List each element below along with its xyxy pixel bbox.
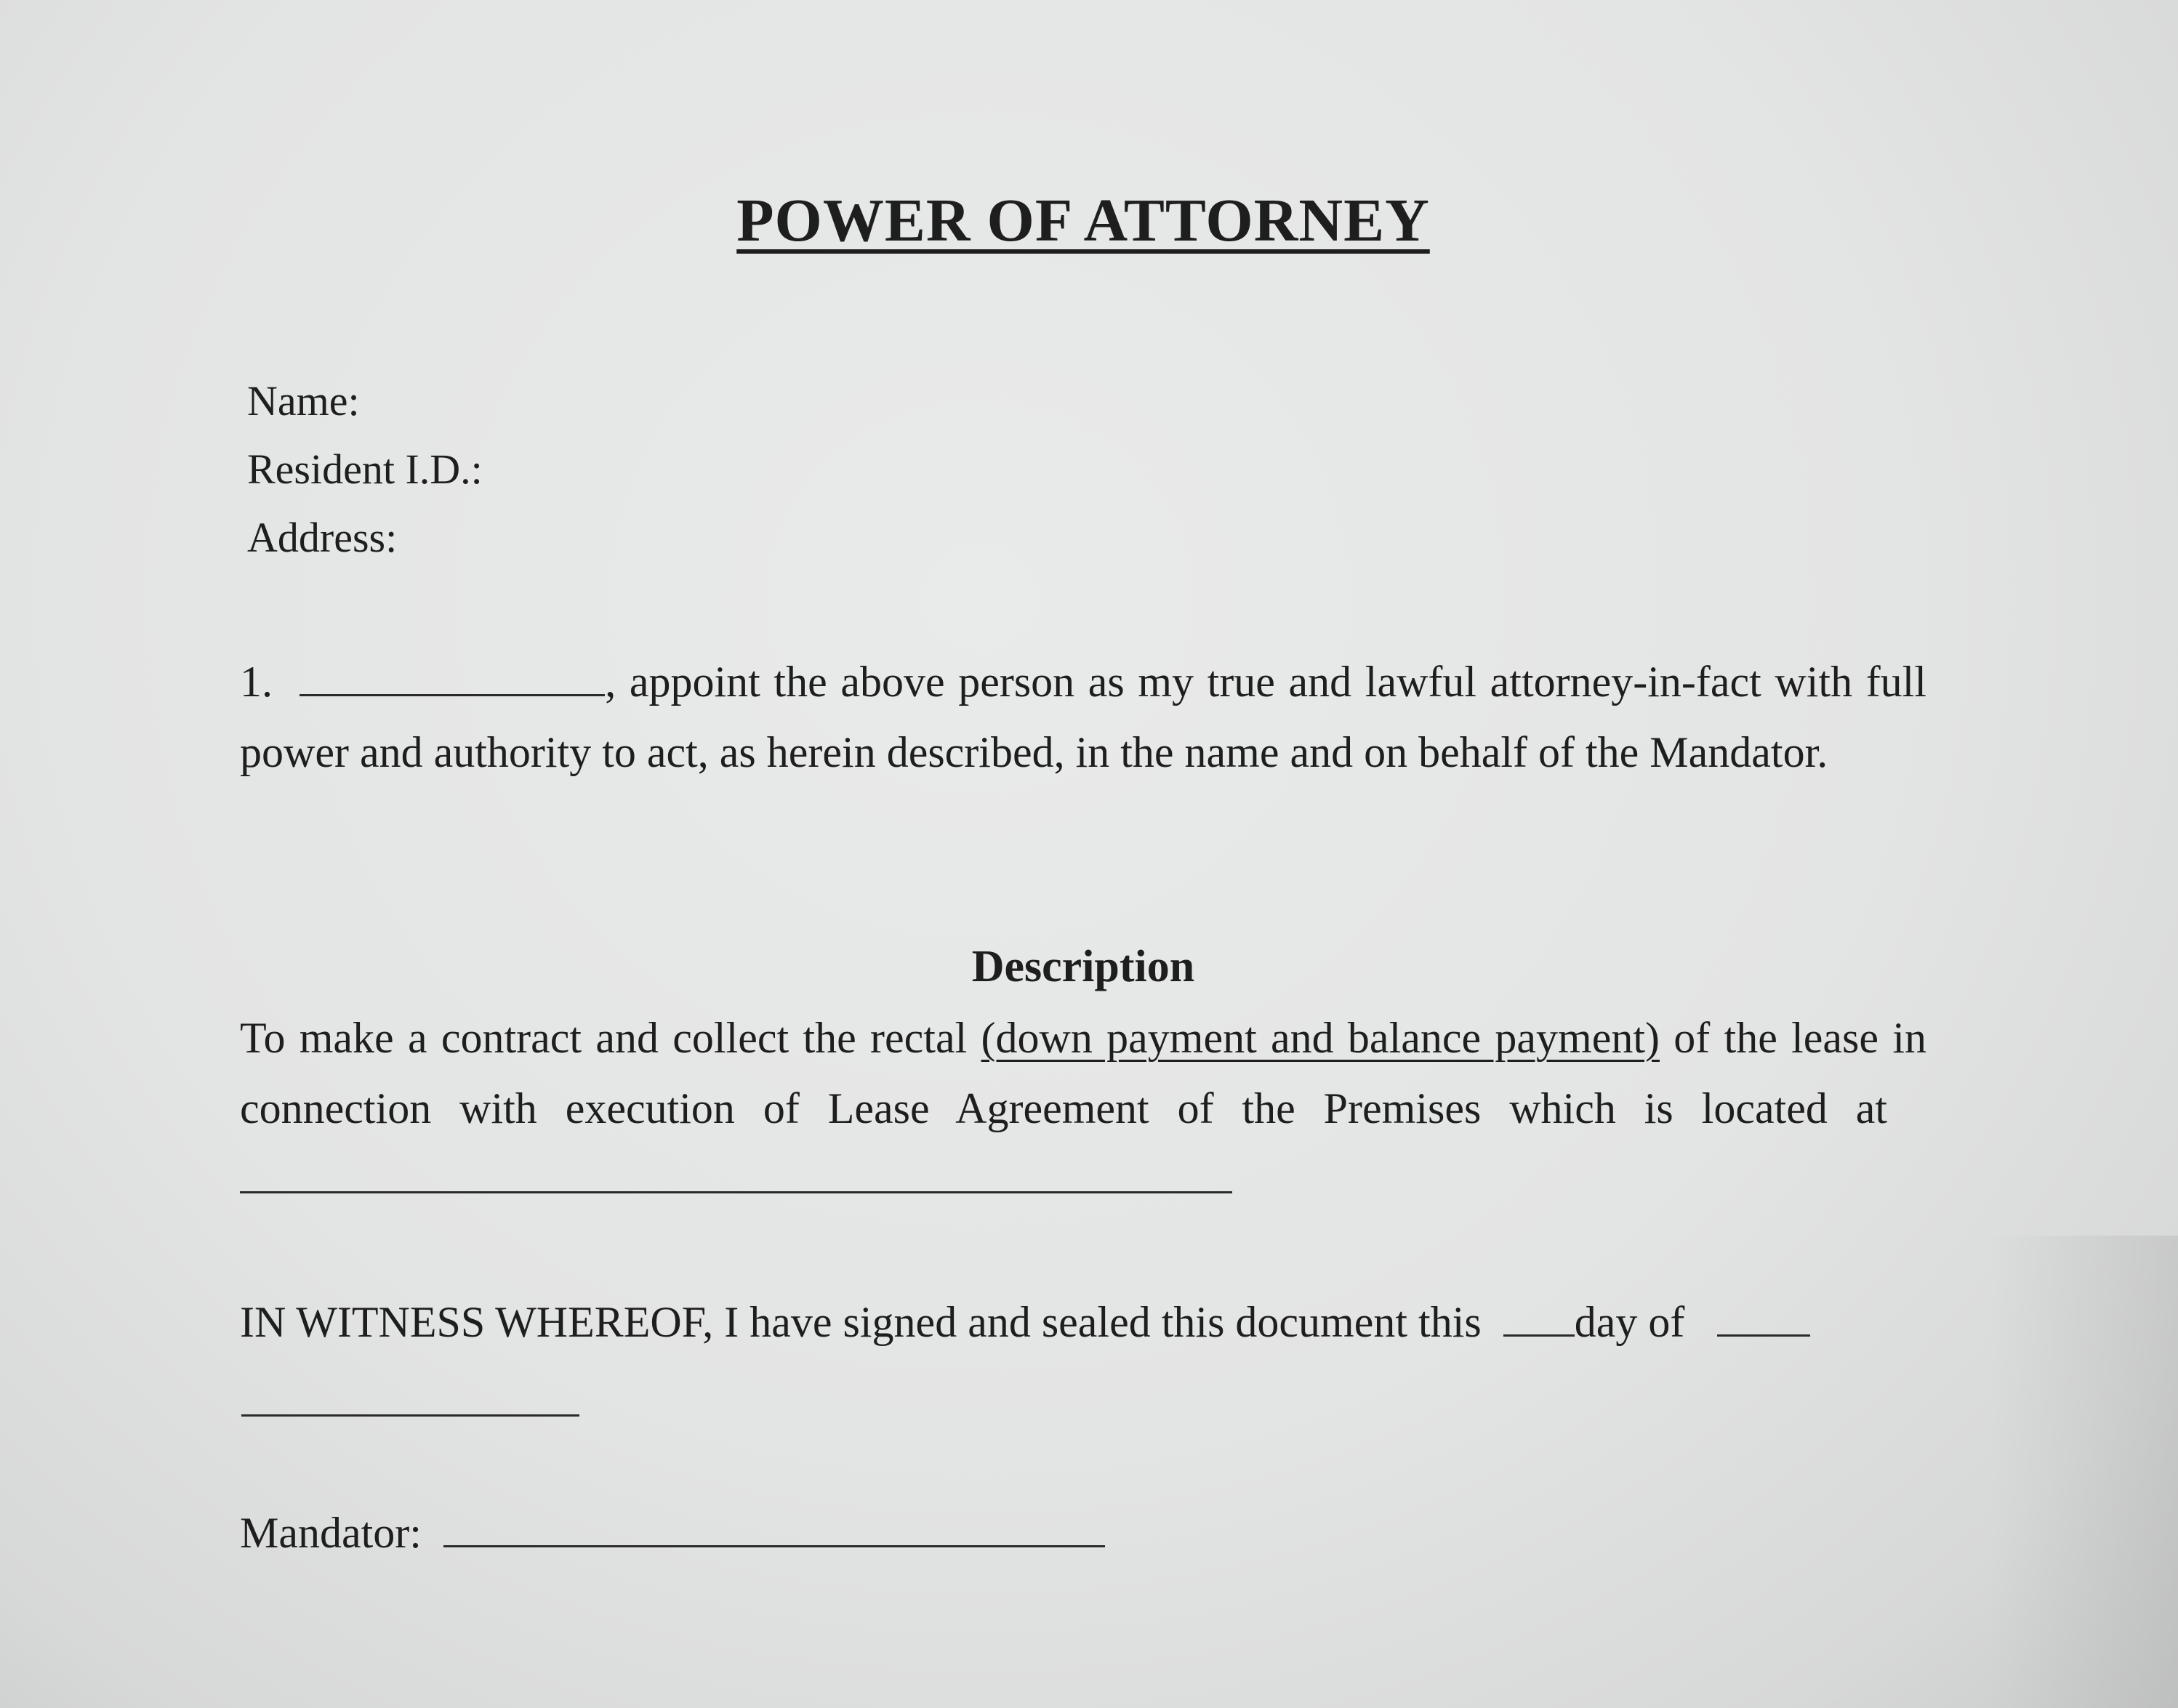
description-text-start: To make a contract and collect the rectal [240,1014,981,1062]
document-title: POWER OF ATTORNEY [736,187,1430,254]
month-blank[interactable] [1717,1334,1810,1337]
description-heading: Description [971,942,1195,991]
premises-location-blank[interactable] [240,1191,1232,1193]
witness-line [240,1297,1810,1348]
day-of-text: day of [1574,1298,1685,1346]
mandator-signature-blank[interactable] [443,1544,1105,1547]
resident-id-label: Resident I.D.: [247,446,483,493]
page-edge-shadow [1989,1236,2178,1708]
witness-text: IN WITNESS WHEREOF, I have signed and sealed this document this [240,1298,1492,1346]
description-paragraph [240,1003,1926,1214]
payment-terms-underlined: (down payment and balance payment) [981,1014,1660,1062]
appointment-paragraph [240,647,1926,788]
description-text-end: of the lease in connection with execution of Lease Agreement of the Premises which is located at [240,1014,1926,1132]
address-label: Address: [247,514,398,561]
mandator-label: Mandator: [240,1509,422,1557]
appointer-name-blank[interactable] [300,693,605,696]
year-blank[interactable] [241,1414,579,1417]
appointment-text: , appoint the above person as my true and lawful attorney-in-fact with full power and authority to act, as herein described, in the name and on behalf of the Mandator. [240,658,1927,776]
day-blank[interactable] [1503,1334,1575,1337]
name-label: Name: [247,377,360,424]
clause-number: 1. [240,658,273,706]
mandator-line [240,1508,1105,1558]
